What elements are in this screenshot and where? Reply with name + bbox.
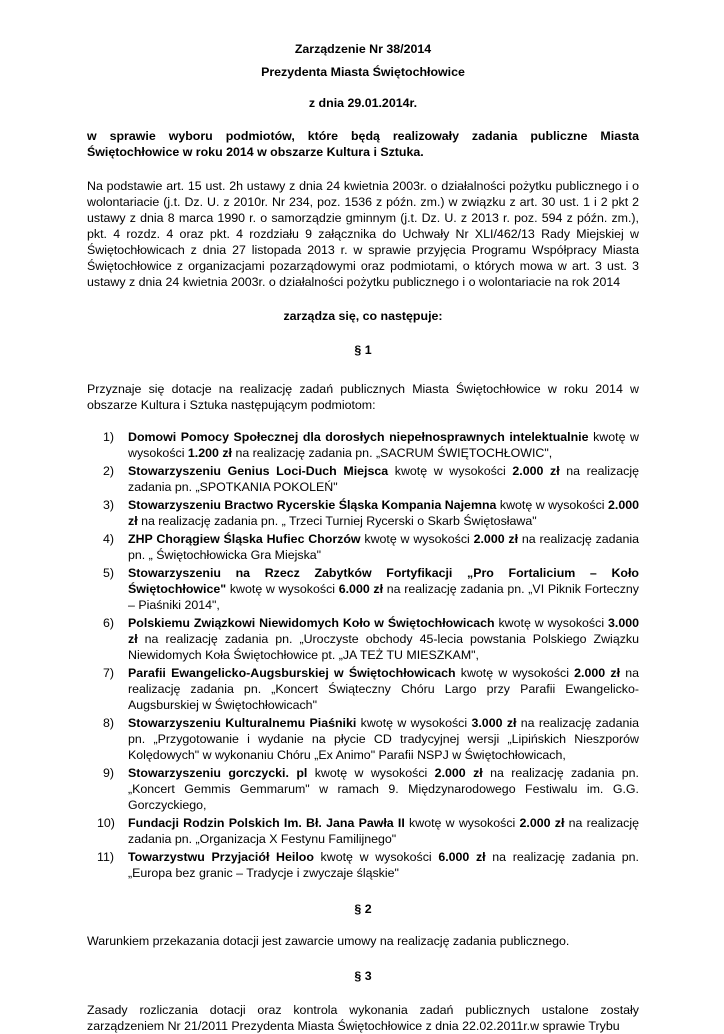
item-text: na realizację zadania pn. „SACRUM ŚWIĘTOCHŁOWIC", [232, 446, 553, 460]
grant-amount: 6.000 zł [438, 850, 486, 864]
organization-name: Towarzystwu Przyjaciół Heiloo [128, 850, 314, 864]
item-text: na realizację zadania pn. „Europa bez granic – Tradycje i zwyczaje śląskie" [128, 850, 639, 880]
organization-name: Stowarzyszeniu na Rzecz Zabytków Fortyfikacji „Pro Fortalicium – Koło Świętochłowice" [128, 566, 639, 596]
item-text: kwotę w wysokości [360, 532, 474, 546]
item-text: kwotę w wysokości [455, 666, 575, 680]
organization-name: Stowarzyszeniu Genius Loci-Duch Miejsca [128, 464, 389, 478]
grant-amount: 2.000 zł [434, 766, 483, 780]
item-text: na realizację zadania pn. „Koncert Gemmis Gemmarum" w ramach 9. Międzynarodowego Festiwalu im. G.G. Gorczyckiego, [128, 766, 639, 812]
document-date: z dnia 29.01.2014r. [308, 96, 418, 110]
organization-name: Domowi Pomocy Społecznej dla dorosłych niepełnosprawnych intelektualnie [128, 430, 589, 444]
item-text: na realizację zadania pn. „ Świętochłowicka Gra Miejska" [128, 532, 639, 562]
item-text: na realizację zadania pn. „Uroczyste obchody 45-lecia powstania Polskiego Związku Niewidomych Koła Świętochłowice pt. „JA TEŻ TU MIESZKAM", [128, 632, 639, 662]
item-text: kwotę w wysokości [494, 616, 608, 630]
item-text: kwotę w wysokości [496, 498, 608, 512]
list-item [87, 429, 639, 461]
document-subject: w sprawie wyboru podmiotów, które będą realizowały zadania publiczne Miasta Świętochłowice w roku 2014 w obszarze Kultura i Sztuka. [87, 129, 639, 159]
item-text: kwotę w wysokości [226, 582, 339, 596]
item-text: kwotę w wysokości [404, 816, 520, 830]
item-number: 8) [103, 716, 115, 730]
item-text: kwotę w wysokości [313, 850, 439, 864]
list-item [87, 715, 639, 763]
item-text: kwotę w wysokości [388, 464, 513, 478]
section-3-text: Zasady rozliczania dotacji oraz kontrola wykonania zadań publicznych ustalone zostały zarządzeniem Nr 21/2011 Prezydenta Miasta Świętochłowice z dnia 22.02.2011r.w sprawie Trybu [87, 1003, 639, 1033]
organization-name: Fundacji Rodzin Polskich Im. Bł. Jana Pawła II [128, 816, 405, 830]
list-item [87, 531, 639, 563]
organization-name: Polskiemu Związkowi Niewidomych Koło w Świętochłowicach [128, 616, 495, 630]
organization-name: ZHP Chorągiew Śląska Hufiec Chorzów [128, 532, 361, 546]
list-item [87, 463, 639, 495]
grant-amount: 6.000 zł [338, 582, 384, 596]
grant-amount: 1.200 zł [187, 446, 232, 460]
list-item [87, 497, 639, 529]
list-item [87, 815, 639, 847]
decree-statement: zarządza się, co następuje: [283, 309, 443, 323]
grant-amount: 3.000 zł [471, 716, 517, 730]
grant-amount: 2.000 zł [574, 666, 621, 680]
item-number: 4) [103, 532, 115, 546]
legal-basis: Na podstawie art. 15 ust. 2h ustawy z dnia 24 kwietnia 2003r. o działalności pożytku publicznego i o wolontariacie (j.t. Dz. U. z 2010r. Nr 234, poz. 1536 z późn. zm.) w związku z art. 30 ust. 1 i 2 pkt 2 ustawy z dnia 8 marca 1990 r. o samorządzie gminnym (j.t. Dz. U. z 2013 r. poz. 594 z późn. zm.), pkt. 4 rozdz. 4 oraz pkt. 4 rozdziału 9 załącznika do Uchwały Nr XLI/462/13 Rady Miejskiej w Świętochłowicach z dnia 27 listopada 2013 r. w sprawie przyjęcia Programu Współpracy Miasta Świętochłowice z organizacjami pozarządowymi oraz podmiotami, o których mowa w art. 3 ust. 3 ustawy z dnia 24 kwietnia 2003r. o działalności pożytku publicznego i o wolontariacie na rok 2014 [87, 179, 639, 289]
grant-amount: 3.000 zł [128, 616, 639, 646]
grant-list [87, 429, 639, 881]
item-number: 2) [103, 464, 115, 478]
document-issuer: Prezydenta Miasta Świętochłowice [261, 65, 465, 79]
item-text: na realizację zadania pn. „SPOTKANIA POKOLEŃ" [128, 464, 639, 494]
section-2-text: Warunkiem przekazania dotacji jest zawarcie umowy na realizację zadania publicznego. [87, 934, 570, 948]
list-item [87, 765, 639, 813]
item-text: na realizację zadania pn. „Organizacja X Festynu Familijnego" [128, 816, 640, 846]
item-text: kwotę w wysokości [307, 766, 435, 780]
organization-name: Stowarzyszeniu Kulturalnemu Piaśniki [128, 716, 357, 730]
grant-amount: 2.000 zł [128, 498, 639, 528]
item-text: na realizację zadania pn. „ Trzeci Turniej Rycerski o Skarb Świętosława" [137, 514, 537, 528]
item-text: kwotę w wysokości [356, 716, 472, 730]
item-number: 1) [103, 430, 115, 444]
item-number: 3) [103, 498, 115, 512]
list-item [87, 665, 639, 713]
item-number: 9) [103, 766, 115, 780]
section-3-heading: § 3 [354, 969, 372, 983]
item-text: na realizację zadania pn. „Koncert Świąteczny Chóru Largo przy Parafii Ewangelicko-Augsburskiej w Świętochłowicach" [128, 666, 640, 712]
document-title: Zarządzenie Nr 38/2014 [294, 42, 432, 56]
item-number: 10) [97, 816, 115, 830]
item-text: na realizację zadania pn. „Przygotowanie i wydanie na płycie CD tradycyjnej wersji „Lipińskich Nieszporów Kolędowych" w wykonaniu Chóru „Ex Animo" Parafii NSPJ w Świętochłowicach, [128, 716, 639, 762]
list-item [87, 565, 639, 613]
grant-amount: 2.000 zł [519, 816, 565, 830]
grant-amount: 2.000 zł [473, 532, 519, 546]
document-page [87, 40, 639, 1034]
organization-name: Parafii Ewangelicko-Augsburskiej w Świętochłowicach [128, 666, 456, 680]
item-number: 7) [103, 666, 115, 680]
grant-amount: 2.000 zł [512, 464, 560, 478]
organization-name: Stowarzyszeniu gorczycki. pl [128, 766, 308, 780]
organization-name: Stowarzyszeniu Bractwo Rycerskie Śląska Kompania Najemna [128, 498, 497, 512]
item-number: 6) [103, 616, 115, 630]
section-2-heading: § 2 [354, 902, 372, 916]
list-item [87, 615, 639, 663]
item-text: kwotę w wysokości [128, 430, 639, 460]
section-1-heading: § 1 [354, 343, 372, 357]
item-number: 5) [103, 566, 115, 580]
section-1-intro: Przyznaje się dotacje na realizację zadań publicznych Miasta Świętochłowice w roku 2014 w obszarze Kultura i Sztuka następującym podmiotom: [87, 382, 639, 412]
item-number: 11) [97, 850, 114, 864]
item-text: na realizację zadania pn. „VI Piknik Forteczny – Piaśniki 2014", [128, 582, 639, 612]
list-item [87, 849, 639, 881]
